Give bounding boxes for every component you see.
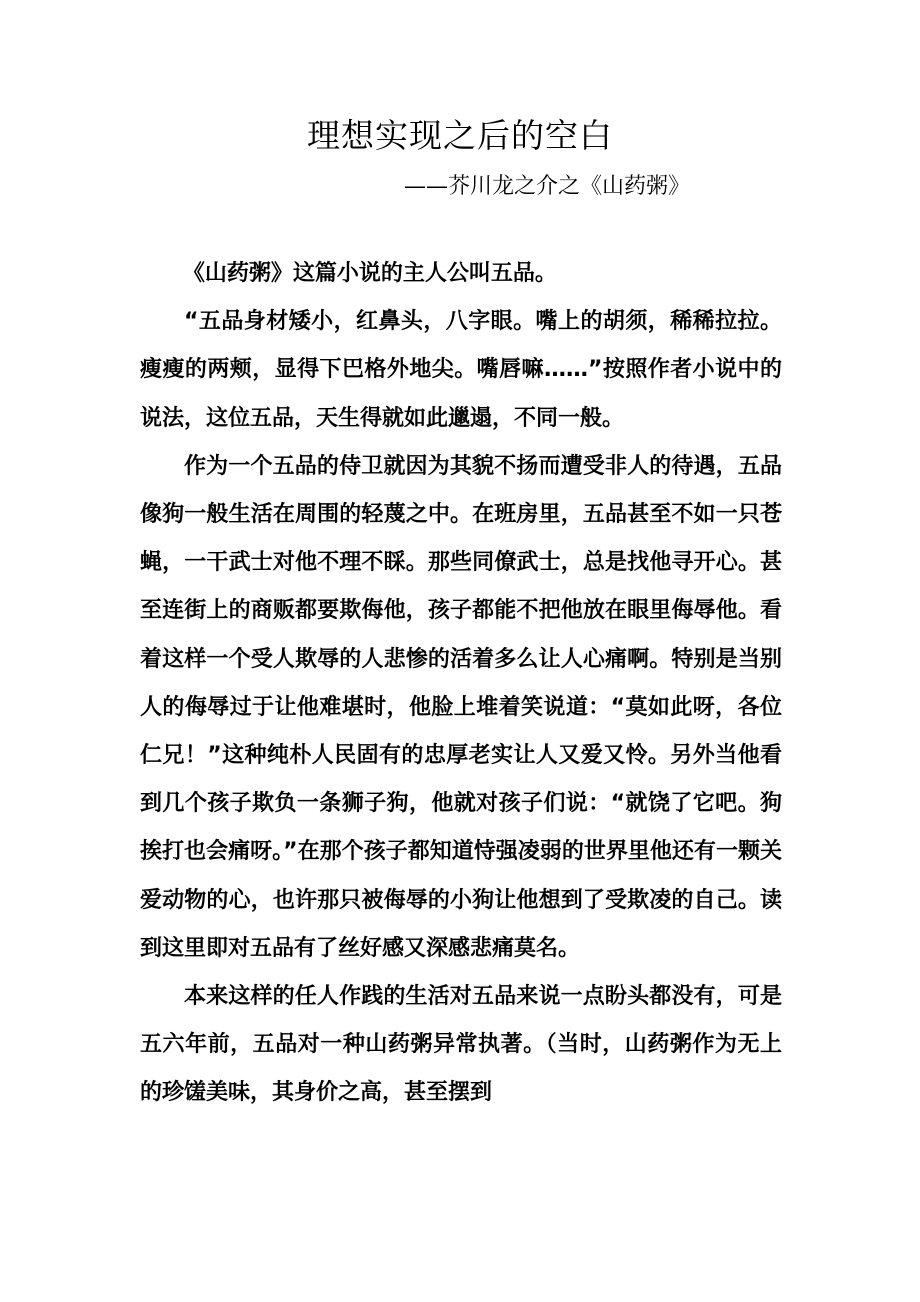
paragraph: 作为一个五品的侍卫就因为其貌不扬而遭受非人的待遇，五品像狗一般生活在周围的轻蔑之中。在班房里，五品甚至不如一只苍蝇，一干武士对他不理不睬。那些同僚武士，总是找他寻开心。甚至连街上的商贩都要欺侮他，孩子都能不把他放在眼里侮辱他。看着这样一个受人欺辱的人悲惨的活着多么让人心痛啊。特别是当别人的侮辱过于让他难堪时，他脸上堆着笑说道：“莫如此呀，各位仁兄！”这种纯朴人民固有的忠厚老实让人又爱又怜。另外当他看到几个孩子欺负一条狮子狗，他就对孩子们说：“就饶了它吧。狗挨打也会痛呀。”在那个孩子都知道恃强凌弱的世界里他还有一颗关爱动物的心，也许那只被侮辱的小狗让他想到了受欺凌的自己。读到这里即对五品有了丝好感又深感悲痛莫名。 <box>140 453 782 961</box>
paragraph: 《山药粥》这篇小说的主人公叫五品。 <box>182 261 557 286</box>
document-body <box>140 250 782 1118</box>
paragraph: 本来这样的任人作践的生活对五品来说一点盼头都没有，可是五六年前，五品对一种山药粥异常执著。（当时，山药粥作为无上的珍馐美味，其身价之高，甚至摆到 <box>140 984 782 1106</box>
document-title: 理想实现之后的空白 <box>307 116 613 155</box>
paragraph: “五品身材矮小，红鼻头，八字眼。嘴上的胡须，稀稀拉拉。瘦瘦的两颊，显得下巴格外地尖。嘴唇嘛……”按照作者小说中的说法，这位五品，天生得就如此邋遢，不同一般。 <box>140 309 782 431</box>
document-subtitle: ——芥川龙之介之《山药粥》 <box>404 174 691 199</box>
